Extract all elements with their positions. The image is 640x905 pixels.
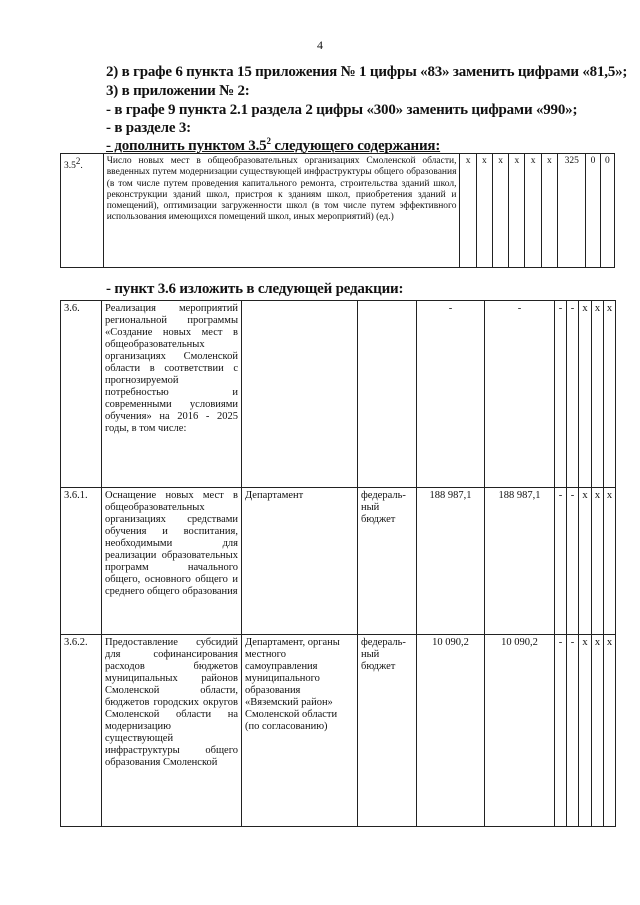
mark-cell: х: [592, 301, 604, 488]
dash-cell: -: [555, 301, 567, 488]
activity-name: Оснащение новых мест в общеобразовательных организациях средствами обучения и воспитания, необходимыми для реализации образовательных программ начального общего, основного общего и среднего общего образования: [102, 488, 242, 635]
mark-cell: х: [579, 301, 592, 488]
executor: [242, 301, 358, 488]
mark-cell: х: [592, 488, 604, 635]
mark-cell: х: [604, 635, 616, 827]
amount-total: 10 090,2: [417, 635, 485, 827]
value-cell: 325: [557, 154, 585, 268]
amendment-line-6: - пункт 3.6 изложить в следующей редакции:: [106, 281, 404, 297]
row-number: 3.6.: [61, 301, 102, 488]
dash-cell: -: [567, 301, 579, 488]
value-cell: 0: [586, 154, 600, 268]
dash-cell: -: [555, 635, 567, 827]
superscript: 2: [266, 136, 271, 146]
funding-source: федераль-ный бюджет: [358, 488, 417, 635]
mark-cell: х: [541, 154, 557, 268]
amendment-line-2: 3) в приложении № 2:: [106, 83, 250, 99]
executor: Департамент: [242, 488, 358, 635]
table-row: [61, 488, 616, 635]
table-item-3-5-2: [60, 153, 615, 268]
item-number: $3.5^2$.: [61, 154, 104, 268]
amount-year: -: [485, 301, 555, 488]
funding-source: [358, 301, 417, 488]
mark-cell: х: [604, 488, 616, 635]
amendment-line-4: - в разделе 3:: [106, 120, 191, 136]
amendment-line-1: 2) в графе 6 пункта 15 приложения № 1 цифры «83» заменить цифрами «81,5»;: [106, 64, 628, 80]
mark-cell: х: [509, 154, 525, 268]
row-number: 3.6.2.: [61, 635, 102, 827]
amount-total: 188 987,1: [417, 488, 485, 635]
amendment-line-5: - дополнить пунктом $3.5^2$ следующего содержания:: [106, 136, 441, 154]
mark-cell: х: [460, 154, 476, 268]
amount-year: 188 987,1: [485, 488, 555, 635]
activity-name: Реализация мероприятий региональной программы «Создание новых мест в общеобразовательных организациях Смоленской области в соответствии с прогнозируемой потребностью и современными условиями обучения» на 2016 - 2025 годы, в том числе:: [102, 301, 242, 488]
row-number: 3.6.1.: [61, 488, 102, 635]
dash-cell: -: [567, 635, 579, 827]
mark-cell: х: [592, 635, 604, 827]
activity-name: Предоставление субсидий для софинансирования расходов бюджетов муниципальных районов Смоленской области, бюджетов городских округов Смоленской области на модернизацию существующей инфраструктуры общего образования Смоленской: [102, 635, 242, 827]
mark-cell: х: [604, 301, 616, 488]
mark-cell: х: [579, 488, 592, 635]
mark-cell: х: [492, 154, 508, 268]
indicator-description: Число новых мест в общеобразовательных организациях Смоленской области, введенных путем модернизации существующей инфраструктуры общего образования (в том числе путем проведения капитального ремонта, строительства зданий школ, реконструкции зданий школ, пристроя к зданиям школ, приобретения зданий и помещений), оптимизации загруженности школ (в том числе путем эффективного использования имеющихся помещений школ, иных мероприятий) (ед.): [103, 154, 460, 268]
table-row: [61, 301, 616, 488]
table-item-3-6: [60, 300, 616, 827]
mark-cell: х: [525, 154, 541, 268]
amount-year: 10 090,2: [485, 635, 555, 827]
page-number: 4: [317, 38, 323, 52]
mark-cell: х: [476, 154, 492, 268]
funding-source: федераль-ный бюджет: [358, 635, 417, 827]
executor: Департамент, органы местного самоуправления муниципального образования «Вяземский район» Смоленской области (по согласованию): [242, 635, 358, 827]
table-row: [61, 635, 616, 827]
amount-total: -: [417, 301, 485, 488]
dash-cell: -: [555, 488, 567, 635]
value-cell: 0: [600, 154, 614, 268]
table-row: [61, 154, 615, 268]
amendment-line-3: - в графе 9 пункта 2.1 раздела 2 цифры «300» заменить цифрами «990»;: [106, 102, 578, 118]
mark-cell: х: [579, 635, 592, 827]
dash-cell: -: [567, 488, 579, 635]
